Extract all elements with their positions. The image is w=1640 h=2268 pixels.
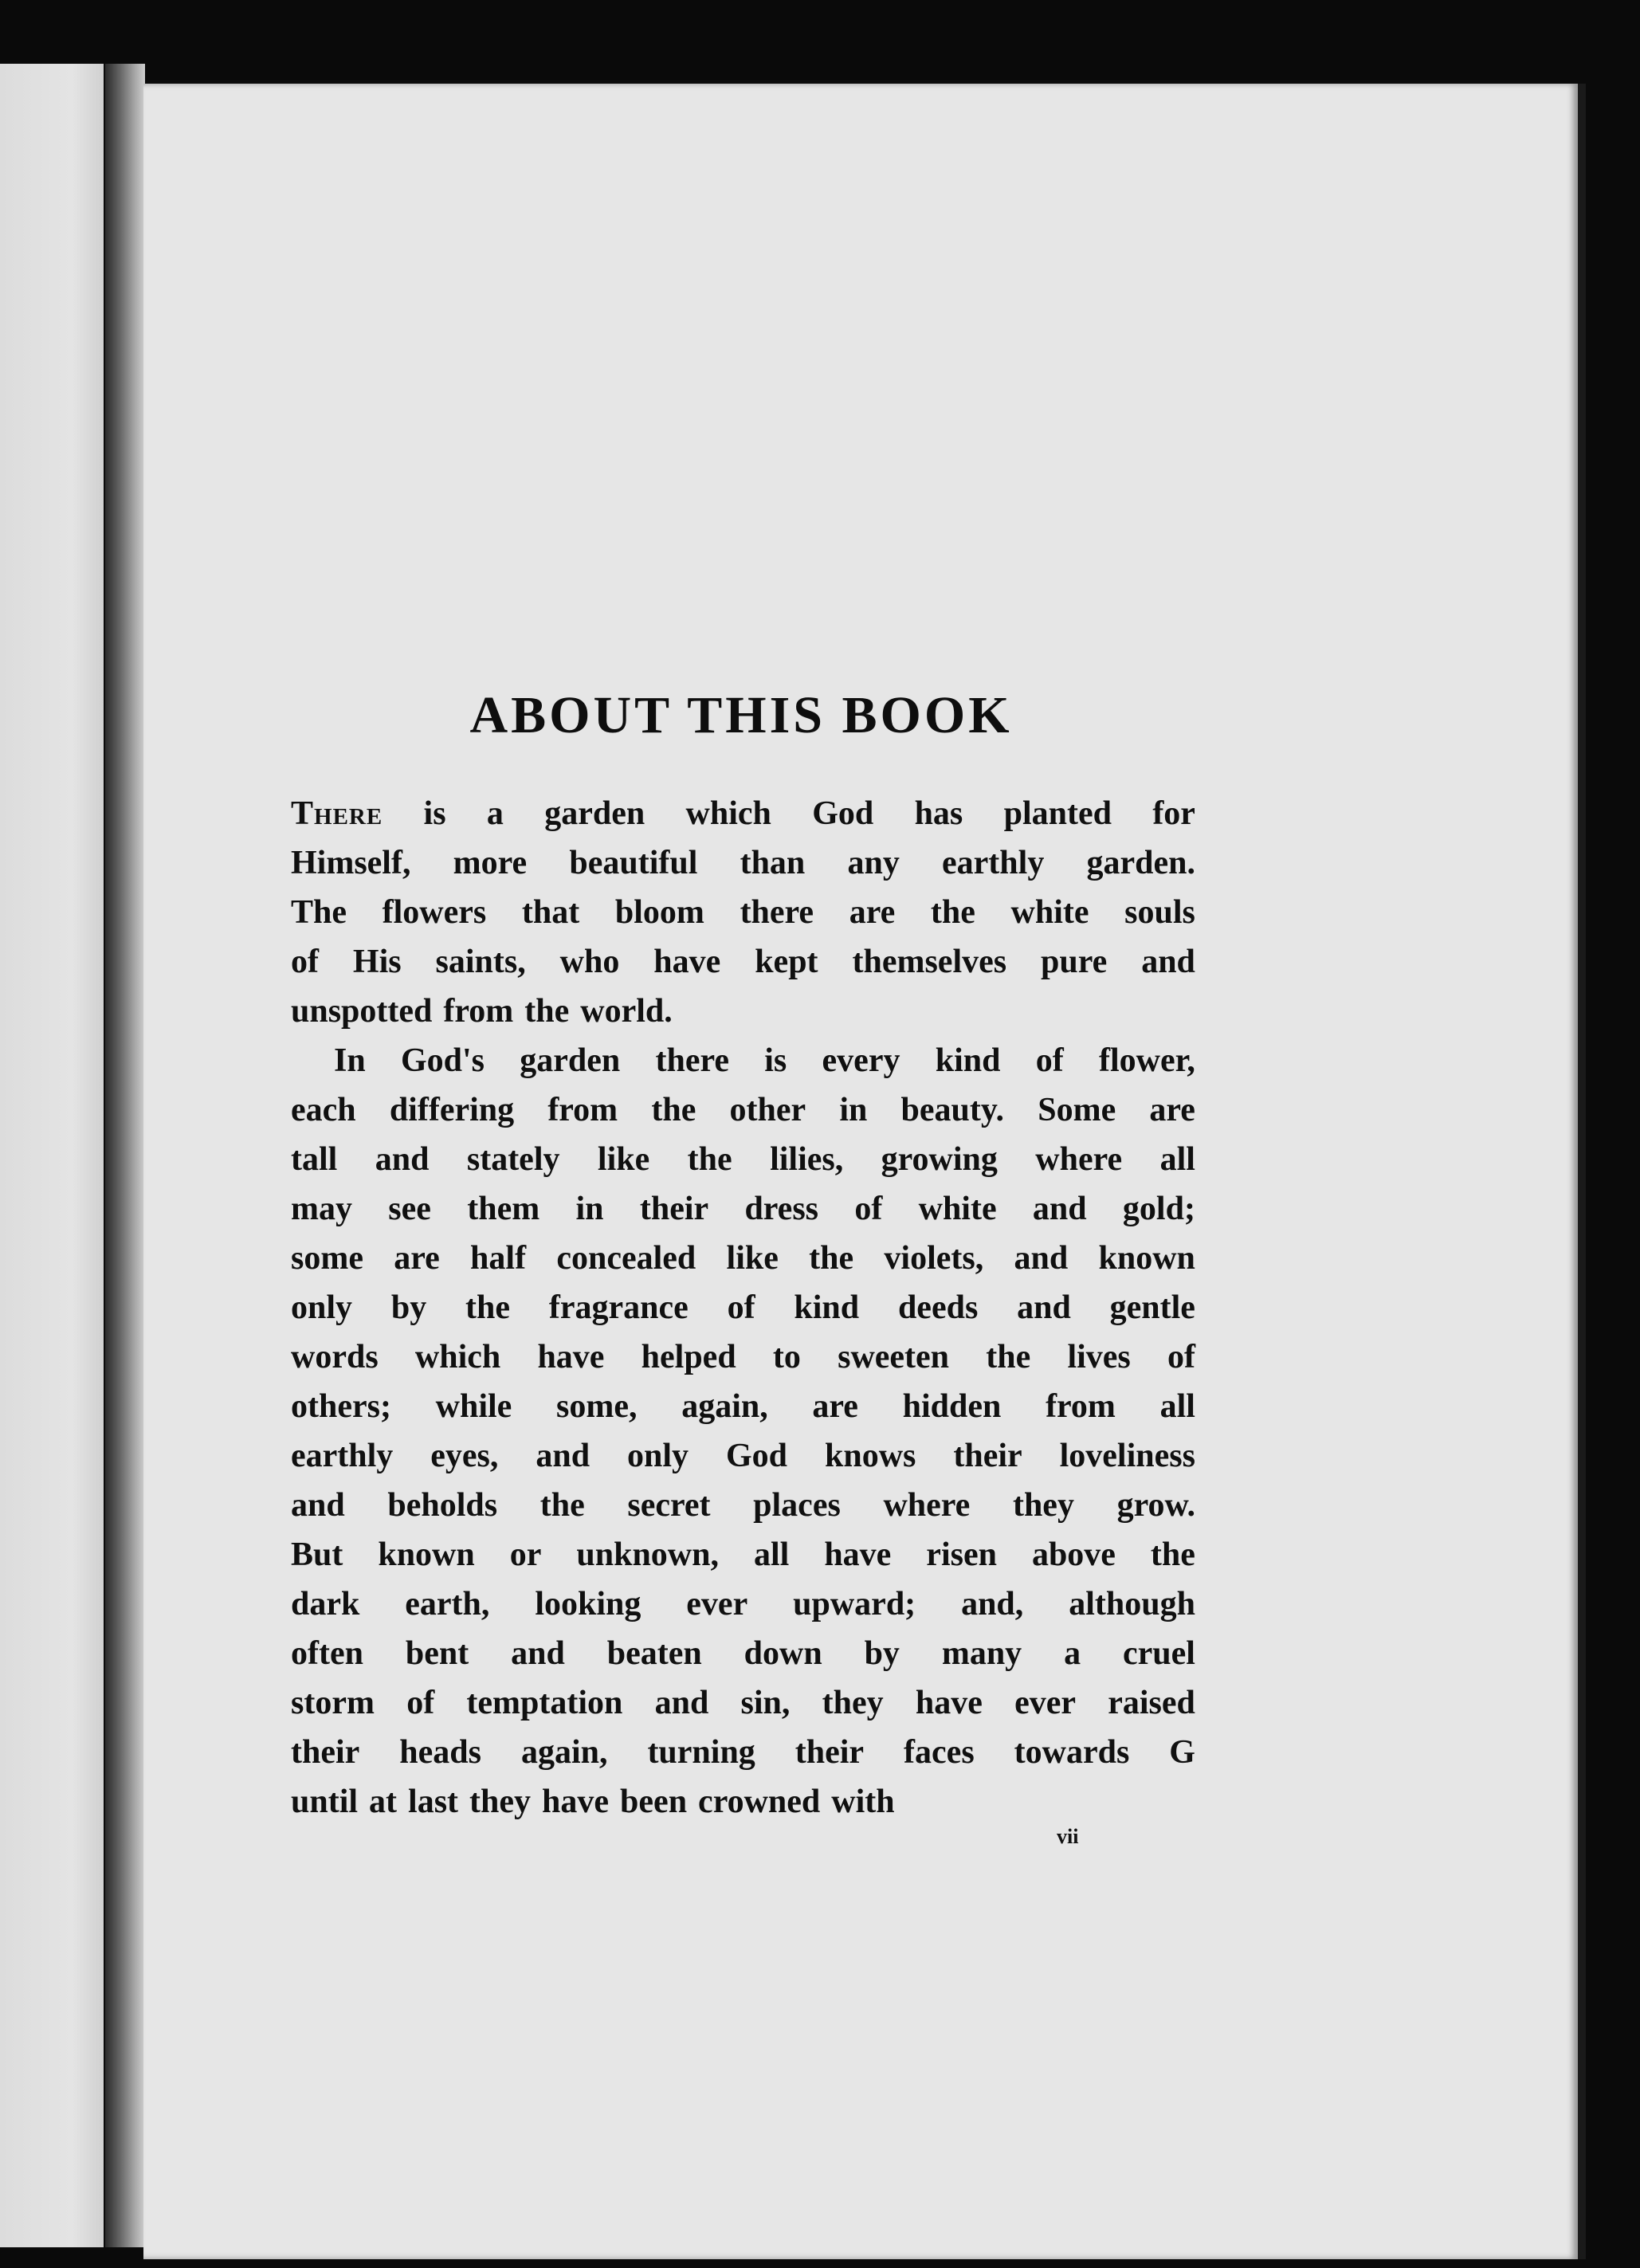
word: garden: [544, 795, 645, 832]
word: of: [854, 1191, 883, 1227]
word: heads: [399, 1734, 481, 1771]
word: the: [986, 1339, 1031, 1375]
word: has: [914, 795, 963, 832]
word: grow.: [1116, 1487, 1195, 1524]
lead-word: There: [291, 795, 383, 832]
word: sin,: [740, 1685, 791, 1721]
facing-page-margin: [0, 64, 104, 2247]
word: Some: [1038, 1092, 1116, 1128]
word: garden.: [1086, 845, 1195, 881]
word: by: [390, 1289, 427, 1326]
text-line: [291, 1728, 1195, 1777]
word: tall: [291, 1141, 338, 1178]
text-line: [291, 1777, 1195, 1827]
word: lilies,: [770, 1141, 844, 1178]
word: they: [469, 1783, 532, 1820]
word: His: [352, 944, 402, 980]
text-line: [291, 1431, 1195, 1481]
word: known: [378, 1536, 475, 1573]
word: the: [539, 1487, 585, 1524]
word: God: [812, 795, 874, 832]
word: all: [1159, 1388, 1195, 1425]
word: faces: [904, 1734, 975, 1771]
word: are: [394, 1240, 440, 1277]
word: dress: [744, 1191, 819, 1227]
word: with: [831, 1783, 895, 1820]
page-edge-shadow: [1578, 84, 1586, 2259]
word: kind: [935, 1042, 1001, 1079]
word: differing: [389, 1092, 515, 1128]
word: like: [597, 1141, 650, 1178]
word: are: [812, 1388, 858, 1425]
text-line: [291, 1184, 1195, 1234]
word: unspotted: [291, 993, 433, 1030]
word: or: [509, 1536, 542, 1573]
word: may: [291, 1191, 352, 1227]
word: kind: [794, 1289, 860, 1326]
page-number: vii: [1057, 1825, 1079, 1848]
text-line: [291, 789, 1195, 838]
word: hidden: [902, 1388, 1002, 1425]
word: unknown,: [576, 1536, 719, 1573]
word: flowers: [382, 894, 487, 931]
word: the: [687, 1141, 732, 1178]
word: gold;: [1122, 1191, 1195, 1227]
word: each: [291, 1092, 356, 1128]
word: their: [291, 1734, 360, 1771]
word: all: [1159, 1141, 1195, 1178]
word: lives: [1067, 1339, 1131, 1375]
word: earthly: [942, 845, 1045, 881]
word: of: [727, 1289, 755, 1326]
word: some,: [556, 1388, 638, 1425]
word: and: [1017, 1289, 1071, 1326]
word: which: [685, 795, 771, 832]
word: again,: [520, 1734, 608, 1771]
word: cruel: [1122, 1635, 1195, 1672]
text-line: [291, 1579, 1195, 1629]
word: they: [822, 1685, 884, 1721]
word: for: [1152, 795, 1195, 832]
word: gentle: [1109, 1289, 1195, 1326]
word: kept: [755, 944, 818, 980]
word: above: [1031, 1536, 1116, 1573]
text-line: [291, 1530, 1195, 1579]
text-line: [291, 1332, 1195, 1382]
word: only: [291, 1289, 353, 1326]
word: only: [627, 1438, 689, 1474]
word: a: [1064, 1635, 1081, 1672]
word: every: [822, 1042, 900, 1079]
word: concealed: [556, 1240, 696, 1277]
word: God's: [400, 1042, 485, 1079]
word: known: [1098, 1240, 1195, 1277]
word: that: [521, 894, 580, 931]
word: them: [467, 1191, 540, 1227]
word: God: [726, 1438, 788, 1474]
body-text: [291, 789, 1195, 1827]
word: beholds: [387, 1487, 498, 1524]
word: crowned: [698, 1783, 821, 1820]
text-line: [291, 1283, 1195, 1332]
word: which: [414, 1339, 501, 1375]
word: their: [639, 1191, 709, 1227]
word: of: [1035, 1042, 1064, 1079]
word: fragrance: [548, 1289, 689, 1326]
word: are: [1149, 1092, 1195, 1128]
word: there: [655, 1042, 730, 1079]
word: beaten: [606, 1635, 702, 1672]
word: many: [941, 1635, 1022, 1672]
word: in: [575, 1191, 604, 1227]
word: white: [918, 1191, 997, 1227]
word: dark: [291, 1586, 360, 1623]
word: temptation: [466, 1685, 623, 1721]
word: of: [1167, 1339, 1195, 1375]
word: is: [423, 795, 446, 832]
word: often: [291, 1635, 363, 1672]
word: from: [547, 1092, 618, 1128]
text-line: [291, 1085, 1195, 1135]
word: secret: [627, 1487, 711, 1524]
word: and,: [961, 1586, 1024, 1623]
word: loveliness: [1059, 1438, 1195, 1474]
word: words: [291, 1339, 379, 1375]
word: to: [772, 1339, 801, 1375]
text-line: [291, 1135, 1195, 1184]
text-line: [291, 1234, 1195, 1283]
word: deeds: [897, 1289, 979, 1326]
word: who: [559, 944, 620, 980]
word: of: [406, 1685, 435, 1721]
word: risen: [926, 1536, 997, 1573]
word: But: [291, 1536, 343, 1573]
word: ever: [1014, 1685, 1077, 1721]
text-line: [291, 1629, 1195, 1678]
text-line: [291, 838, 1195, 888]
word: their: [794, 1734, 865, 1771]
word: bent: [405, 1635, 469, 1672]
word: from: [443, 993, 514, 1030]
word: in: [839, 1092, 868, 1128]
word: there: [740, 894, 814, 931]
word: like: [726, 1240, 779, 1277]
word: and: [1014, 1240, 1069, 1277]
word: the: [651, 1092, 696, 1128]
word: world.: [580, 993, 673, 1030]
word: down: [743, 1635, 822, 1672]
word: earth,: [405, 1586, 490, 1623]
word: have: [824, 1536, 892, 1573]
word: some: [291, 1240, 363, 1277]
word: by: [864, 1635, 900, 1672]
word: and: [1141, 944, 1195, 980]
word: until: [291, 1783, 359, 1820]
word: a: [486, 795, 504, 832]
word: the: [1150, 1536, 1195, 1573]
word: any: [847, 845, 900, 881]
word: other: [729, 1092, 806, 1128]
word: helped: [641, 1339, 736, 1375]
text-line: [291, 888, 1195, 937]
word: places: [753, 1487, 841, 1524]
word: than: [740, 845, 806, 881]
word: they: [1012, 1487, 1074, 1524]
word: have: [653, 944, 721, 980]
word: eyes,: [430, 1438, 499, 1474]
word: half: [470, 1240, 527, 1277]
word: at: [369, 1783, 398, 1820]
word: their: [953, 1438, 1022, 1474]
word: stately: [466, 1141, 560, 1178]
word: and: [1032, 1191, 1087, 1227]
text-line: [291, 1481, 1195, 1530]
word: bloom: [614, 894, 704, 931]
text-line: [291, 937, 1195, 987]
word: garden: [520, 1042, 621, 1079]
word: where: [1035, 1141, 1123, 1178]
word: from: [1046, 1388, 1116, 1425]
word: violets,: [884, 1240, 984, 1277]
word: see: [388, 1191, 431, 1227]
word: sweeten: [838, 1339, 950, 1375]
word: beauty.: [900, 1092, 1005, 1128]
word: raised: [1108, 1685, 1195, 1721]
word: of: [291, 944, 319, 980]
word: although: [1069, 1586, 1195, 1623]
word: while: [435, 1388, 512, 1425]
word: all: [753, 1536, 790, 1573]
word: The: [291, 894, 347, 931]
word: have: [537, 1339, 605, 1375]
word: planted: [1003, 795, 1112, 832]
word: In: [334, 1042, 366, 1079]
word: and: [375, 1141, 430, 1178]
word: have: [915, 1685, 983, 1721]
word: themselves: [852, 944, 1007, 980]
word: and: [536, 1438, 590, 1474]
text-line: [291, 1036, 1195, 1085]
word: earthly: [291, 1438, 394, 1474]
word: flower,: [1098, 1042, 1195, 1079]
word: souls: [1124, 894, 1195, 931]
text-line: [291, 1678, 1195, 1728]
word: beautiful: [569, 845, 698, 881]
word: Himself,: [291, 845, 411, 881]
word: again,: [681, 1388, 768, 1425]
word: knows: [824, 1438, 916, 1474]
word: the: [930, 894, 975, 931]
word: the: [524, 993, 570, 1030]
word: and: [291, 1487, 345, 1524]
word: looking: [535, 1586, 641, 1623]
text-line: [291, 987, 1195, 1036]
word: white: [1010, 894, 1089, 931]
word: pure: [1041, 944, 1108, 980]
word: more: [453, 845, 528, 881]
word: storm: [291, 1685, 375, 1721]
word: towards: [1014, 1734, 1130, 1771]
word: have: [542, 1783, 610, 1820]
word: the: [809, 1240, 854, 1277]
word: and: [511, 1635, 565, 1672]
word: turning: [647, 1734, 755, 1771]
word: is: [764, 1042, 787, 1079]
word: where: [883, 1487, 971, 1524]
text-line: [291, 1382, 1195, 1431]
word: last: [408, 1783, 459, 1820]
word: saints,: [435, 944, 526, 980]
word: others;: [291, 1388, 391, 1425]
word: the: [465, 1289, 511, 1326]
word: upward;: [793, 1586, 916, 1623]
word: growing: [881, 1141, 998, 1178]
word: G: [1169, 1734, 1195, 1771]
book-gutter: [105, 64, 145, 2247]
word: ever: [686, 1586, 748, 1623]
word: and: [654, 1685, 709, 1721]
word: been: [620, 1783, 688, 1820]
page-title: ABOUT THIS BOOK: [469, 686, 1013, 744]
word: are: [849, 894, 896, 931]
